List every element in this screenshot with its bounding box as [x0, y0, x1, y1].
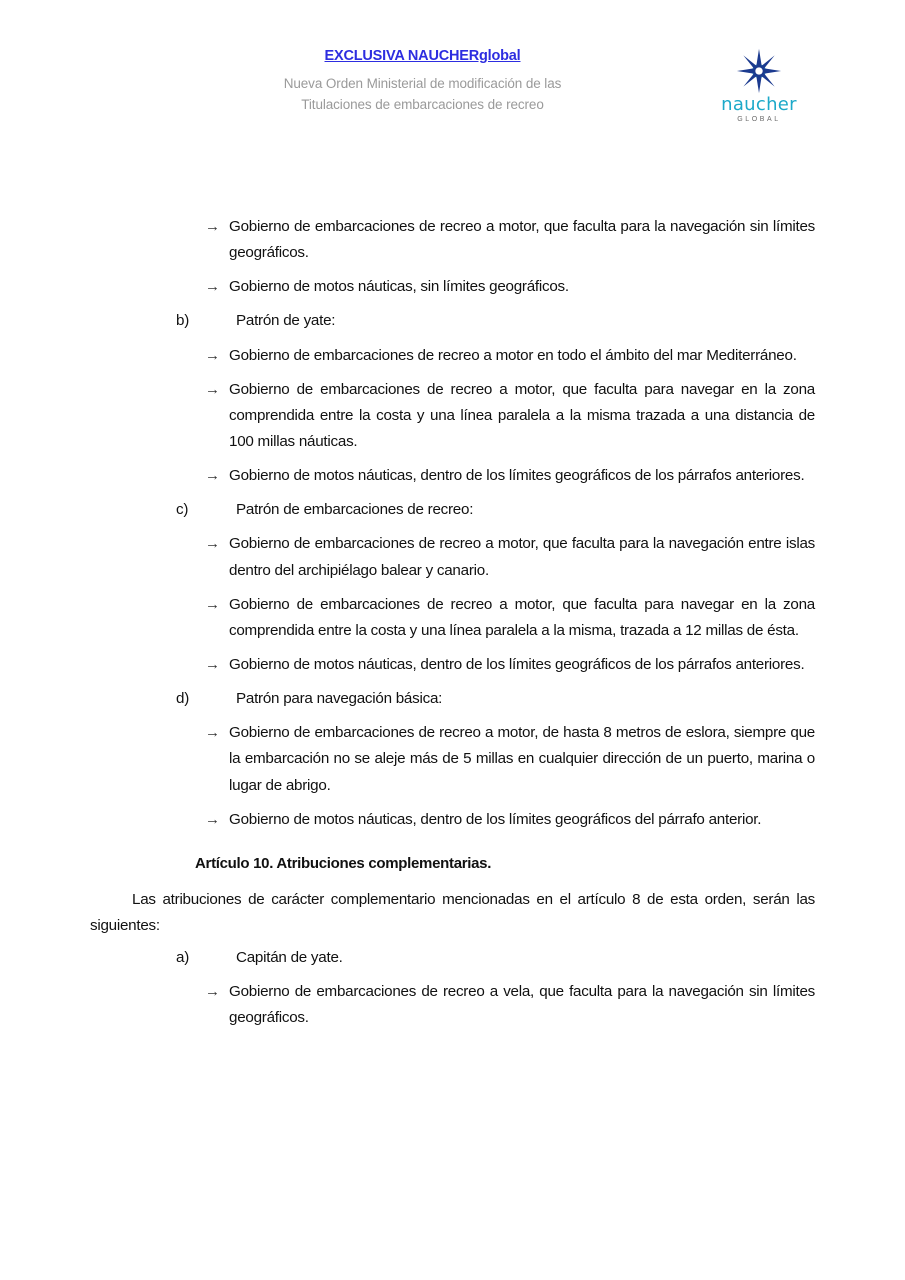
header-subtitle — [90, 74, 755, 116]
list-item — [90, 807, 815, 833]
logo-subtext: GLOBAL — [737, 116, 781, 123]
logo-wordmark: naucher — [721, 94, 797, 115]
section-a-header — [90, 945, 815, 971]
list-item — [90, 979, 815, 1031]
section-marker: a) — [176, 948, 190, 966]
document-body — [90, 214, 815, 1031]
section-marker: c) — [176, 501, 189, 519]
section-d-header — [90, 686, 815, 712]
list-item — [90, 531, 815, 583]
section-c-header — [90, 497, 815, 523]
list-item-text: Gobierno de embarcaciones de recreo a motor, que faculta para navegar en la zona comprendida entre la costa y una línea paralela a la misma trazada a una distancia de 100 millas náuticas. — [229, 380, 815, 450]
page-header — [90, 48, 815, 140]
list-item-text: Gobierno de embarcaciones de recreo a motor, que faculta para la navegación entre islas dentro del archipiélago balear y canario. — [229, 535, 815, 579]
arrow-icon: → — [205, 535, 220, 553]
list-item — [90, 214, 815, 266]
section-label: Capitán de yate. — [236, 948, 343, 966]
section-label: Patrón de yate: — [236, 312, 336, 330]
arrow-icon: → — [205, 380, 220, 398]
naucher-global-logo — [703, 48, 815, 123]
list-item — [90, 592, 815, 644]
list-item-text: Gobierno de embarcaciones de recreo a motor, que faculta para navegar en la zona comprendida entre la costa y una línea paralela a la misma, trazada a 12 millas de ésta. — [229, 595, 815, 639]
arrow-icon: → — [205, 278, 220, 296]
header-subtitle-line2: Titulaciones de embarcaciones de recreo — [301, 96, 544, 112]
page-title: EXCLUSIVA NAUCHERglobal — [324, 48, 521, 64]
arrow-icon: → — [205, 346, 220, 364]
arrow-icon: → — [205, 218, 220, 235]
list-item — [90, 377, 815, 455]
list-item — [90, 274, 815, 300]
list-item — [90, 343, 815, 369]
article-paragraph: Las atribuciones de carácter complementario mencionadas en el artículo 8 de esta orden, serán las siguientes: — [90, 890, 815, 934]
list-item-text: Gobierno de motos náuticas, dentro de los límites geográficos de los párrafos anteriores. — [229, 655, 805, 673]
list-item-text: Gobierno de motos náuticas, sin límites geográficos. — [229, 278, 569, 296]
arrow-icon: → — [205, 810, 220, 828]
header-subtitle-line1: Nueva Orden Ministerial de modificación de las — [283, 76, 562, 91]
list-item-text: Gobierno de motos náuticas, dentro de los límites geográficos del párrafo anterior. — [229, 810, 762, 828]
article-heading: Artículo 10. Atribuciones complementarias. — [195, 854, 492, 872]
section-marker: d) — [176, 690, 190, 708]
arrow-icon: → — [205, 724, 220, 742]
arrow-icon: → — [205, 595, 220, 613]
section-marker: b) — [176, 312, 190, 330]
arrow-icon: → — [205, 655, 220, 673]
list-item-text: Gobierno de embarcaciones de recreo a motor, que faculta para la navegación sin límites geográficos. — [229, 218, 815, 262]
list-item-text: Gobierno de embarcaciones de recreo a vela, que faculta para la navegación sin límites geográficos. — [229, 983, 815, 1027]
list-item — [90, 720, 815, 798]
arrow-icon: → — [205, 983, 220, 1001]
section-label: Patrón de embarcaciones de recreo: — [236, 501, 474, 519]
section-b-header — [90, 308, 815, 334]
list-item-text: Gobierno de motos náuticas, dentro de los límites geográficos de los párrafos anteriores. — [229, 467, 805, 485]
list-item-text: Gobierno de embarcaciones de recreo a motor en todo el ámbito del mar Mediterráneo. — [229, 346, 797, 364]
arrow-icon: → — [205, 467, 220, 485]
list-item — [90, 463, 815, 489]
list-item-text: Gobierno de embarcaciones de recreo a motor, de hasta 8 metros de eslora, siempre que la embarcación no se aleje más de 5 millas en cualquier dirección de un puerto, marina o lugar de abrigo. — [229, 724, 815, 794]
list-item — [90, 652, 815, 678]
section-label: Patrón para navegación básica: — [236, 690, 443, 708]
compass-star-icon — [736, 48, 782, 94]
